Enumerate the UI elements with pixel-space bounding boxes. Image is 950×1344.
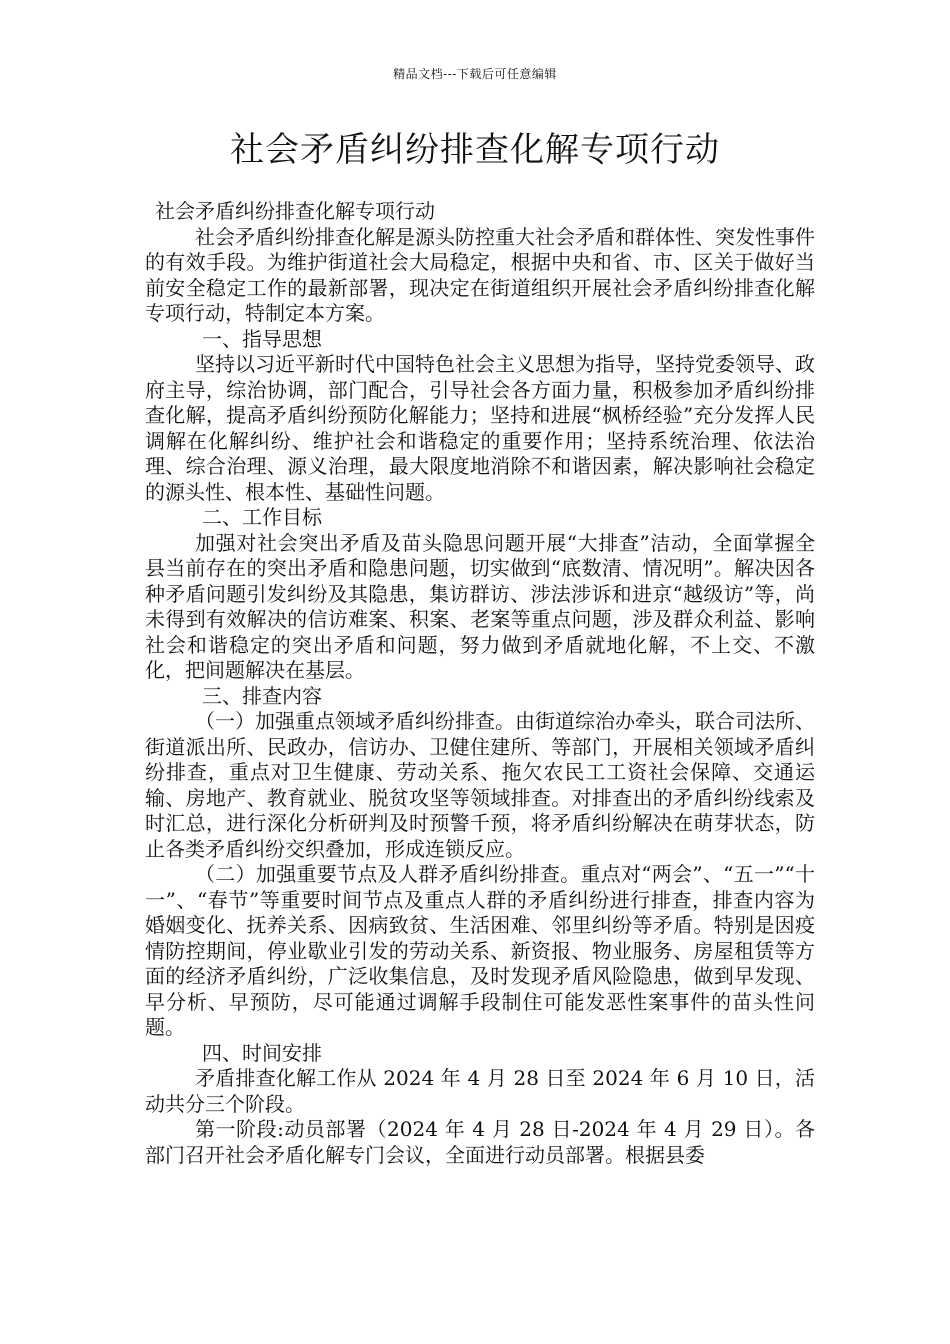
document-subtitle: 社会矛盾纠纷排查化解专项行动 [155, 199, 435, 223]
paragraph-phase-one: 第一阶段:动员部署（2024 年 4 月 28 日-2024 年 4 月 29 日）。各部门召开社会矛盾化解专门会议，全面进行动员部署。根据县委 [145, 1117, 815, 1167]
section-heading-guiding-ideology: 一、指导思想 [202, 326, 322, 351]
paragraph-guiding-ideology: 坚持以习近平新时代中国特色社会主义思想为指导，坚持党委领导、政府主导，综治协调，部门配合，引导社会各方面力量，积极参加矛盾纠纷排查化解，提高矛盾纠纷预防化解能力；坚持和进展“枫桥经验”充分发挥人民调解在化解纠纷、维护社会和谐稳定的重要作用；坚持系统治理、依法治理、综合治理、源义治理，最大限度地消除不和谐因素，解决影响社会稳定的源头性、根本性、基础性问题。 [145, 352, 815, 504]
section-heading-investigation-content: 三、排查内容 [202, 683, 322, 708]
document-title: 社会矛盾纠纷排查化解专项行动 [230, 130, 720, 170]
intro-paragraph: 社会矛盾纠纷排查化解是源头防控重大社会矛盾和群体性、突发性事件的有效手段。为维护街道社会大局稳定，根据中央和省、市、区关于做好当前安全稳定工作的最新部署，现决定在街道组织开展社会矛盾纠纷排查化解专项行动，特制定本方案。 [145, 224, 815, 325]
paragraph-key-nodes: （二）加强重要节点及人群矛盾纠纷排查。重点对“两会”、“五一”“十一”、“春节”等重要时间节点及重点人群的矛盾纠纷进行排查，排查内容为婚姻变化、抚养关系、因病致贫、生活困难、邻里纠纷等矛盾。特别是因疫情防控期间，停业歇业引发的劳动关系、新资报、物业服务、房屋租赁等方面的经济矛盾纠纷，广泛收集信息，及时发现矛盾风险隐患，做到早发现、早分析、早预防，尽可能通过调解手段制住可能发恶性案事件的苗头性问题。 [145, 862, 815, 1039]
paragraph-schedule-overview: 矛盾排查化解工作从 2024 年 4 月 28 日至 2024 年 6 月 10 日，活动共分三个阶段。 [145, 1066, 815, 1116]
document-body [145, 199, 815, 1168]
section-heading-schedule: 四、时间安排 [202, 1040, 322, 1065]
header-note: 精品文档---下载后可任意编辑 [393, 67, 557, 81]
section-heading-work-goals: 二、工作目标 [202, 505, 322, 529]
paragraph-key-areas: （一）加强重点领域矛盾纠纷排查。由街道综治办牵头，联合司法所、街道派出所、民政办，信访办、卫健住建所、等部门，开展相关领域矛盾纠纷排查，重点对卫生健康、劳动关系、拖欠农民工工资社会保障、交通运输、房地产、教育就业、脱贫攻坚等领域排查。对排查出的矛盾纠纷线索及时汇总，进行深化分析研判及时预警千预，将矛盾纠纷解决在萌芽状态，防止各类矛盾纠纷交织叠加，形成连锁反应。 [145, 709, 815, 861]
paragraph-work-goals: 加强对社会突出矛盾及苗头隐思问题开展“大排查”洁动，全面掌握全县当前存在的突出矛盾和隐患问题，切实做到“底数清、情况明”。解决因各种矛盾问题引发纠纷及其隐患，集访群访、涉法涉诉和进京“越级访”等，尚未得到有效解决的信访难案、积案、老案等重点问题，涉及群众利益、影响社会和谐稳定的突出矛盾和问题，努力做到矛盾就地化解，不上交、不激化，把间题解决在基层。 [145, 530, 815, 682]
